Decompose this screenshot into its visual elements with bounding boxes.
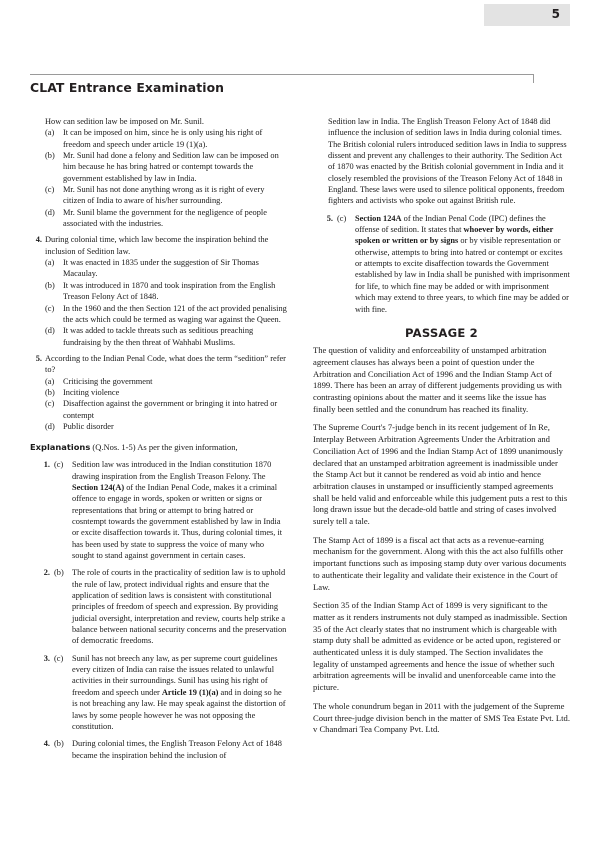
option-item[interactable] — [30, 150, 287, 184]
body-columns — [30, 116, 570, 816]
passage-paragraph: The whole conundrum began in 2011 with the judgement of the Supreme Court three-judge division bench in the matter of SMS Tea Estate Pvt. Ltd. v Chandmari Tea Company Pvt. Ltd. — [313, 700, 571, 735]
question-5-options — [30, 376, 287, 433]
explanation-text: Section 124A of the Indian Penal Code (IPC) defines the offense of sedition. It states that whoever by words, either spoken or written or by signs or by visible representation or otherwise, attempts to bring into hatred or contempt or excites or attempts to excite disaffection towards the Government established by law in India shall be punished with imprisonment for life, to which fine may be added or with imprisonment which may extend to three years, to which fine may be added or with fine. — [355, 213, 570, 314]
explanation-item — [30, 567, 287, 646]
question-4-options — [30, 257, 287, 348]
explanation-number: 2. — [43, 568, 50, 578]
right-column — [313, 116, 570, 736]
passage-paragraph: The question of validity and enforceability of unstamped arbitration agreement clauses has always been a point of question under the Arbitration and Conciliation Act of 1996 and the Indian Stamp Act of 1899. There has been an array of different judgements providing us with contrasting opinions about the matter and it seems like the issue has finally been settled and the conundrum has reached its finality. — [313, 345, 562, 414]
explanations-heading — [30, 441, 287, 453]
option-label: (c) — [45, 399, 55, 409]
option-text: It was added to tackle threats such as seditious preaching fundraising by the then threat of Wahhabi Muslims. — [63, 326, 254, 347]
option-item[interactable] — [30, 387, 287, 398]
option-item[interactable] — [30, 325, 287, 348]
question-5-stem — [30, 353, 287, 376]
option-text: Criticising the government — [63, 376, 153, 386]
option-item[interactable] — [30, 421, 287, 432]
option-text: Disaffection against the government or bringing it into hatred or contempt — [63, 399, 278, 420]
explanation-answer: (b) — [54, 739, 64, 749]
question-4-number: 4. — [35, 235, 42, 245]
option-label: (b) — [45, 387, 55, 397]
explanation-text: Sunil has not breech any law, as per supreme court guidelines every citizen of India can raise the issues related to unlawful activities in their surroundings. Sunil has using his right of freedom and speech under Article 19 (1)(a) and in doing so he is not breaching any law. He may speak against the distortion of laws by some people however he was not opposing the constitution. — [72, 653, 286, 731]
question-3-options — [30, 127, 287, 229]
explanation-number: 4. — [43, 739, 50, 749]
question-5-number: 5. — [35, 353, 42, 363]
explanation-item — [313, 213, 570, 315]
page-title: CLAT Entrance Examination — [30, 80, 225, 95]
left-column — [30, 116, 287, 761]
option-text: In the 1960 and the then Section 121 of the act provided penalising the acts which could be termed as waging war against the Queen. — [63, 303, 287, 324]
option-text: It was introduced in 1870 and took inspiration from the English Treason Felony Act of 1848. — [63, 280, 276, 302]
explanation-number: 3. — [43, 653, 50, 663]
page-header — [30, 74, 570, 104]
explanation-text: During colonial times, the English Treason Felony Act of 1848 became the inspiration behind the inclusion of — [72, 739, 282, 760]
option-label: (d) — [45, 207, 55, 217]
option-text: It can be imposed on him, since he is only using his right of freedom and speech under article 19 (1)(a). — [63, 128, 263, 149]
explanations-heading-word: Explanations — [30, 442, 91, 453]
header-rule-drop — [533, 74, 534, 83]
question-4-text: During colonial time, which law become the inspiration behind the inclusion of Sedition law. — [45, 235, 269, 256]
explanations-heading-rest: (Q.Nos. 1-5) As per the given information, — [90, 442, 238, 453]
option-label: (a) — [45, 258, 55, 268]
passage-paragraph: The Stamp Act of 1899 is a fiscal act that acts as a revenue-earning mechanism for the government. Along with this the act also fulfills other important functions such as imposing stamp duty over various documents to authenticate their legality and validate their existence in the Court of Law. — [313, 534, 567, 592]
option-label: (c) — [45, 303, 55, 313]
option-label: (d) — [45, 326, 55, 336]
option-label: (c) — [45, 185, 55, 195]
option-item[interactable] — [30, 376, 287, 387]
explanation-text: The role of courts in the practicality of sedition law is to uphold the rule of law, protect individual rights and ensure that the application of sedition laws is consistent with constitutional principles of freedom of speech and expression. By providing judicial oversight, interpretation and review, courts help strike a balance between national security concerns and the preservation of democratic freedoms. — [72, 568, 287, 646]
question-5-text: According to the Indian Penal Code, what does the term “sedition” refer to? — [45, 353, 286, 375]
option-item[interactable] — [30, 184, 287, 207]
explanation-answer: (c) — [54, 653, 64, 663]
question-4-stem — [30, 234, 287, 257]
option-text: It was enacted in 1835 under the suggestion of Sir Thomas Macaulay. — [63, 258, 259, 279]
option-item[interactable] — [30, 127, 287, 150]
passage-heading: PASSAGE 2 — [405, 325, 478, 340]
option-item[interactable] — [30, 257, 287, 280]
explanation-item — [30, 653, 287, 732]
passage-paragraph: The Supreme Court's 7-judge bench in its recent judgement of In Re, Interplay Between Arbitration Agreements Under the Arbitration and Conciliation Act of 1996 and the Indian Stamp Act of 1899 unanimously declared that an unstamped arbitration agreement is inadmissible under the Stamp Act but it cannot be rendered as void ab intio and hence arbitration clauses in unstamped or insufficiently stamped agreements shall be held valid and enforceable while this judgement puts a rest to this long drawn issue but the decade-old battle and string of cases involved surely tell a tale. — [313, 422, 568, 527]
header-rule — [30, 74, 534, 75]
passage-paragraph: Section 35 of the Indian Stamp Act of 1899 is very significant to the matter as it renders instruments not duly stamped as inadmissible. Section 35 of the Act clearly states that no instrument which is chargeable with stamp duty shall be admitted as evidence or be acted upon, registered or authenticated unless it is duly stamped. The Section invalidates the legality of unstamped agreements and hence the issue of whether such arbitration agreements will be invalid and unenforceable came into the picture. — [313, 600, 568, 693]
question-3-stem: How can sedition law be imposed on Mr. Sunil. — [45, 117, 204, 126]
explanation-number: 5. — [326, 213, 333, 223]
explanation-text: Sedition law was introduced in the Indian constitution 1870 drawing inspiration from the English Treason Felony. The Section 124(A) of the Indian Penal Code, makes it a criminal offence to engage in words, spoken or written or signs or representations that bring or attempt to bring hatred or cosntempt towards the government established by law in India or excite disaffection towards it. Thus, during colonial times, it has been used by state to suppress the voice of many who sought to stand against government in certain cases. — [72, 460, 283, 561]
page-number: 5 — [551, 7, 560, 21]
option-label: (a) — [45, 376, 55, 386]
option-item[interactable] — [30, 280, 287, 303]
option-label: (b) — [45, 151, 55, 161]
option-label: (b) — [45, 280, 55, 290]
explanation-answer: (c) — [54, 460, 64, 470]
explanation-4-continued: Sedition law in India. The English Treason Felony Act of 1848 did influence the inclusion of sedition laws in India during colonial times. The British colonial rulers introduced sedition laws in India to suppress dissent and prevent any challenges to their authority. The Sedition Act of 1870 was enacted by the British colonial government in India and it closely resembled the provisions of the Treason Felony Act of 1848 in England. These laws were used to silence political opponents, freedom fighters and activists who spoke out against British rule. — [328, 117, 567, 206]
option-text: Mr. Sunil had done a felony and Sedition law can be imposed on him because he has bring hatred or contempt towards the government established by law in India. — [63, 151, 279, 183]
explanation-item — [30, 459, 287, 561]
explanation-answer: (b) — [54, 568, 64, 578]
option-item[interactable] — [30, 303, 287, 326]
option-item[interactable] — [30, 398, 287, 421]
option-text: Inciting violence — [63, 387, 120, 397]
option-text: Public disorder — [63, 421, 114, 431]
option-item[interactable] — [30, 207, 287, 230]
option-label: (a) — [45, 128, 55, 138]
explanation-number: 1. — [43, 460, 50, 470]
option-text: Mr. Sunil has not done anything wrong as it is right of every citizen of India to aware of his/her surrounding. — [63, 185, 265, 206]
option-label: (d) — [45, 421, 55, 431]
explanation-answer: (c) — [337, 213, 347, 223]
option-text: Mr. Sunil blame the government for the negligence of people associated with the industries. — [63, 207, 267, 229]
explanation-item — [30, 738, 287, 761]
